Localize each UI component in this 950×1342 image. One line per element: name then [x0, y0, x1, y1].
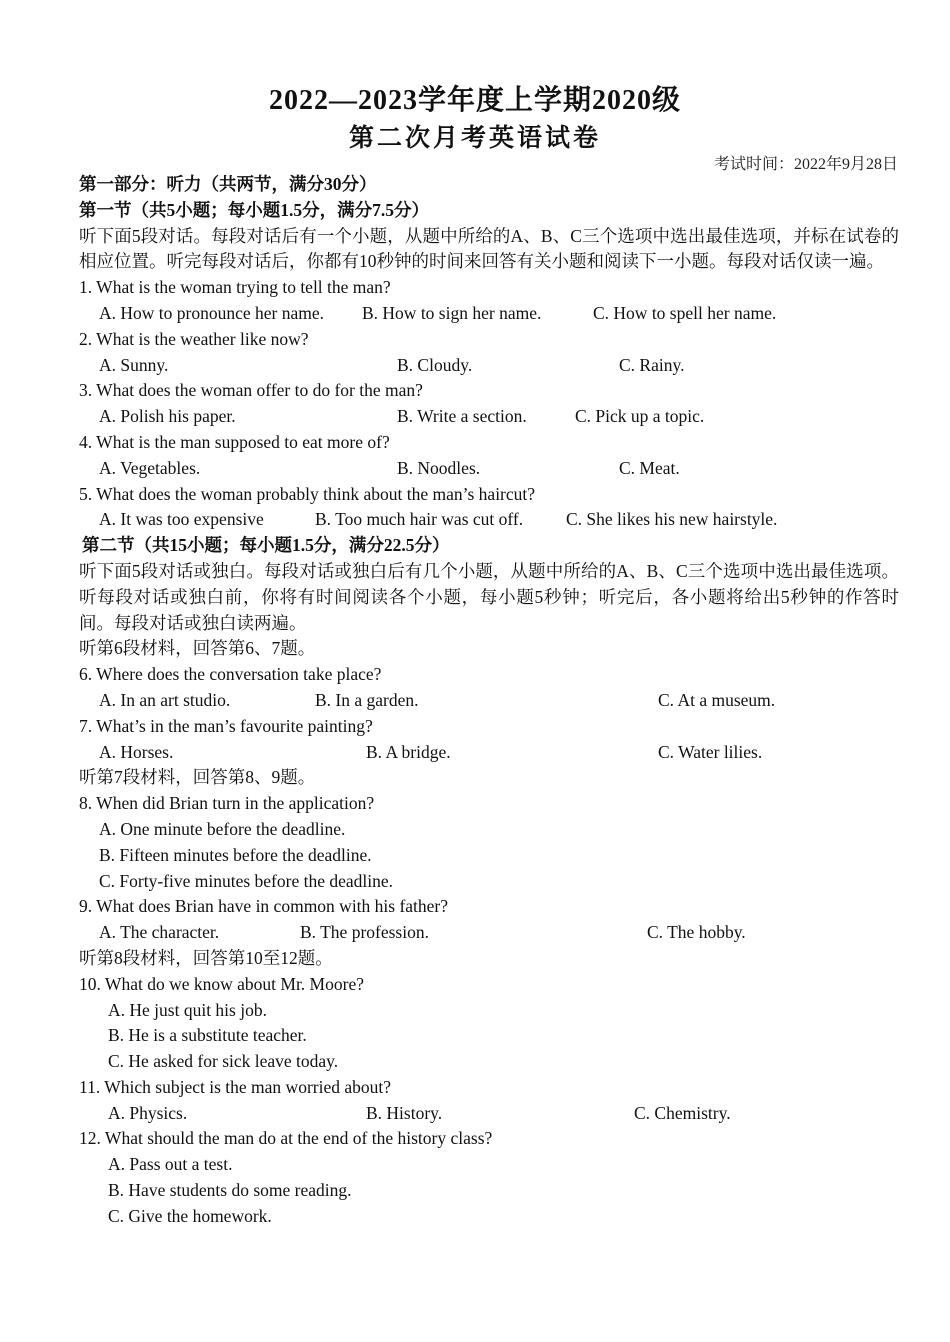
question-8-option-c[interactable]: C. Forty-five minutes before the deadline. [99, 870, 394, 891]
question-11: 11. Which subject is the man worried about? [79, 1076, 392, 1097]
question-2-options [79, 353, 899, 379]
question-8-option-a[interactable]: A. One minute before the deadline. [99, 818, 346, 839]
question-9-option-b[interactable]: B. The profession. [300, 922, 429, 943]
question-3: 3. What does the woman offer to do for the man? [79, 380, 423, 401]
exam-title: 2022—2023学年度上学期2020级 [268, 85, 681, 116]
question-7: 7. What’s in the man’s favourite painting? [79, 715, 373, 736]
question-10-option-b[interactable]: B. He is a substitute teacher. [108, 1025, 307, 1046]
question-6-option-b[interactable]: B. In a garden. [315, 689, 419, 710]
question-7-option-a[interactable]: A. Horses. [99, 741, 174, 762]
question-11-options [79, 1101, 899, 1127]
question-9: 9. What does Brian have in common with his father? [79, 896, 449, 917]
question-11-option-c[interactable]: C. Chemistry. [634, 1102, 731, 1123]
exam-body [79, 172, 899, 1230]
question-12-option-b[interactable]: B. Have students do some reading. [108, 1180, 352, 1201]
question-12-option-a[interactable]: A. Pass out a test. [108, 1154, 233, 1175]
question-4-option-c[interactable]: C. Meat. [619, 457, 680, 478]
part1-title: 第一部分：听力（共两节，满分30分） [79, 174, 377, 194]
question-3-options [79, 404, 899, 430]
question-11-option-b[interactable]: B. History. [366, 1102, 443, 1123]
question-1-option-a[interactable]: A. How to pronounce her name. [99, 302, 325, 323]
material-8-note: 听第8段材料，回答第10至12题。 [79, 947, 333, 968]
question-1-option-c[interactable]: C. How to spell her name. [593, 302, 777, 323]
section1-title: 第一节（共5小题；每小题1.5分，满分7.5分） [79, 199, 429, 220]
question-7-option-c[interactable]: C. Water lilies. [658, 741, 763, 762]
section2-instructions: 听下面5段对话或独白。每段对话或独白后有几个小题，从题中所给的A、B、C三个选项中选出最佳选项。听每段对话或独白前，你将有时间阅读各个小题，每小题5秒钟；听完后，各小题将给出5秒钟的作答时间。每段对话或独白读两遍。 [79, 560, 899, 633]
material-6-note: 听第6段材料，回答第6、7题。 [79, 638, 316, 659]
question-5-options [79, 507, 899, 533]
question-2-option-a[interactable]: A. Sunny. [99, 354, 169, 375]
question-6-option-a[interactable]: A. In an art studio. [99, 689, 231, 710]
question-2-option-c[interactable]: C. Rainy. [619, 354, 685, 375]
question-6: 6. Where does the conversation take place? [79, 664, 382, 685]
question-3-option-c[interactable]: C. Pick up a topic. [575, 406, 705, 427]
question-3-option-a[interactable]: A. Polish his paper. [99, 406, 236, 427]
question-6-options [79, 688, 899, 714]
question-7-option-b[interactable]: B. A bridge. [366, 741, 451, 762]
question-3-option-b[interactable]: B. Write a section. [397, 406, 527, 427]
question-1-options [79, 301, 899, 327]
question-1-option-b[interactable]: B. How to sign her name. [362, 302, 542, 323]
question-12: 12. What should the man do at the end of the history class? [79, 1128, 493, 1149]
section1-instructions: 听下面5段对话。每段对话后有一个小题，从题中所给的A、B、C三个选项中选出最佳选项，并标在试卷的相应位置。听完每段对话后，你都有10秒钟的时间来回答有关小题和阅读下一小题。每段对话仅读一遍。 [79, 225, 899, 272]
question-11-option-a[interactable]: A. Physics. [108, 1102, 188, 1123]
question-10: 10. What do we know about Mr. Moore? [79, 973, 364, 994]
question-4: 4. What is the man supposed to eat more of? [79, 431, 390, 452]
material-7-note: 听第7段材料，回答第8、9题。 [79, 767, 316, 788]
exam-date: 考试时间：2022年9月28日 [713, 156, 898, 173]
question-8-option-b[interactable]: B. Fifteen minutes before the deadline. [99, 844, 372, 865]
question-5-option-c[interactable]: C. She likes his new hairstyle. [566, 509, 778, 530]
question-4-options [79, 456, 899, 482]
question-7-options [79, 740, 899, 766]
question-2-option-b[interactable]: B. Cloudy. [397, 354, 473, 375]
question-9-option-a[interactable]: A. The character. [99, 922, 220, 943]
question-6-option-c[interactable]: C. At a museum. [658, 689, 776, 710]
question-9-option-c[interactable]: C. The hobby. [647, 922, 746, 943]
question-5: 5. What does the woman probably think about the man’s haircut? [79, 483, 536, 504]
exam-subtitle: 第二次月考英语试卷 [348, 125, 601, 152]
section2-title: 第二节（共15小题；每小题1.5分，满分22.5分） [82, 535, 450, 556]
question-5-option-a[interactable]: A. It was too expensive [99, 509, 264, 530]
question-8: 8. When did Brian turn in the application? [79, 793, 375, 814]
question-10-option-c[interactable]: C. He asked for sick leave today. [108, 1051, 339, 1072]
question-10-option-a[interactable]: A. He just quit his job. [108, 999, 267, 1020]
question-1: 1. What is the woman trying to tell the man? [79, 277, 391, 298]
question-4-option-b[interactable]: B. Noodles. [397, 457, 481, 478]
question-5-option-b[interactable]: B. Too much hair was cut off. [315, 509, 524, 530]
question-2: 2. What is the weather like now? [79, 328, 309, 349]
question-12-option-c[interactable]: C. Give the homework. [108, 1205, 272, 1226]
question-9-options [79, 920, 899, 946]
question-4-option-a[interactable]: A. Vegetables. [99, 457, 201, 478]
